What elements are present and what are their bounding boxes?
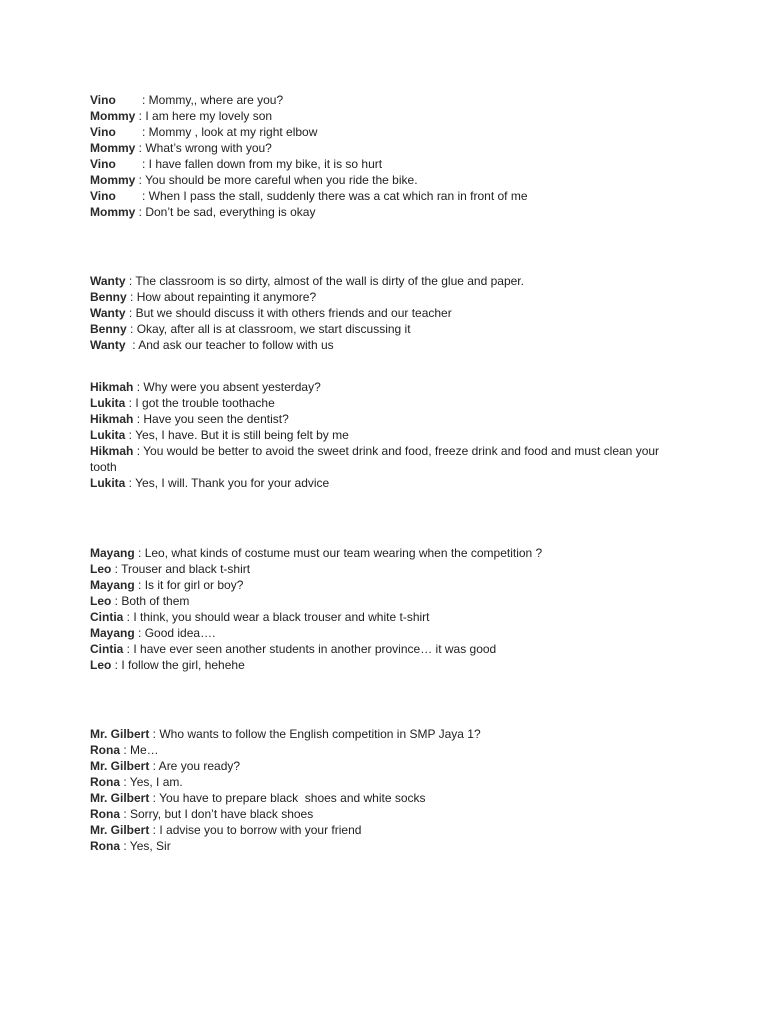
dialog-line <box>90 305 680 321</box>
dialog-line <box>90 188 680 204</box>
utterance-text: : I got the trouble toothache <box>125 396 275 410</box>
utterance-text: : And ask our teacher to follow with us <box>125 338 334 352</box>
speaker-name: Benny <box>90 290 127 304</box>
speaker-name: Wanty <box>90 274 126 288</box>
dialog-line <box>90 427 680 443</box>
dialog-line <box>90 822 680 838</box>
utterance-text: : Yes, I will. Thank you for your advice <box>125 476 330 490</box>
speaker-name: Mr. Gilbert <box>90 759 150 773</box>
utterance-text: : You would be better to avoid the sweet drink and food, freeze drink and food and must clean your tooth <box>90 444 660 474</box>
utterance-text: : Trouser and black t-shirt <box>111 562 251 576</box>
speaker-name: Rona <box>90 775 120 789</box>
dialog-line <box>90 92 680 108</box>
utterance-text: : You have to prepare black shoes and white socks <box>149 791 426 805</box>
speaker-name: Vino <box>90 125 116 139</box>
utterance-text: : Me… <box>120 743 159 757</box>
dialog-english-competition <box>90 726 680 854</box>
dialog-line <box>90 395 680 411</box>
speaker-name: Vino <box>90 189 116 203</box>
speaker-name: Vino <box>90 157 116 171</box>
utterance-text: : Have you seen the dentist? <box>133 412 289 426</box>
utterance-text: : The classroom is so dirty, almost of the wall is dirty of the glue and paper. <box>125 274 524 288</box>
speaker-name: Rona <box>90 807 120 821</box>
dialog-line <box>90 108 680 124</box>
dialog-line <box>90 609 680 625</box>
speaker-name: Wanty <box>90 306 126 320</box>
speaker-name: Lukita <box>90 428 126 442</box>
dialog-line <box>90 838 680 854</box>
utterance-text: : Mommy,, where are you? <box>142 93 284 107</box>
dialog-line <box>90 790 680 806</box>
dialog-line <box>90 577 680 593</box>
dialog-line <box>90 475 680 491</box>
dialog-line <box>90 758 680 774</box>
dialog-line <box>90 337 680 353</box>
dialog-line <box>90 273 680 289</box>
speaker-name: Leo <box>90 658 112 672</box>
utterance-text: : Who wants to follow the English competition in SMP Jaya 1? <box>149 727 481 741</box>
utterance-text: : I am here my lovely son <box>135 109 273 123</box>
dialog-vino-mommy <box>90 92 680 220</box>
dialog-classroom <box>90 273 680 353</box>
dialog-line <box>90 411 680 427</box>
utterance-text: : How about repainting it anymore? <box>126 290 317 304</box>
dialog-line <box>90 379 680 395</box>
dialog-line <box>90 124 680 140</box>
dialog-line <box>90 806 680 822</box>
dialog-line <box>90 156 680 172</box>
speaker-name: Rona <box>90 839 120 853</box>
dialog-line <box>90 742 680 758</box>
utterance-text: : I have ever seen another students in another province… it was good <box>123 642 497 656</box>
dialog-line <box>90 140 680 156</box>
speaker-name: Lukita <box>90 476 126 490</box>
dialog-line <box>90 625 680 641</box>
utterance-text: : But we should discuss it with others friends and our teacher <box>125 306 452 320</box>
dialog-line <box>90 172 680 188</box>
utterance-text: : You should be more careful when you ride the bike. <box>135 173 418 187</box>
utterance-text: : Are you ready? <box>149 759 241 773</box>
utterance-text: : Mommy , look at my right elbow <box>142 125 318 139</box>
utterance-text: : I have fallen down from my bike, it is so hurt <box>142 157 383 171</box>
speaker-name: Mommy <box>90 141 136 155</box>
speaker-name: Mayang <box>90 578 135 592</box>
utterance-text: : When I pass the stall, suddenly there was a cat which ran in front of me <box>142 189 528 203</box>
dialog-line <box>90 289 680 305</box>
dialog-line <box>90 657 680 673</box>
dialog-line <box>90 774 680 790</box>
utterance-text: : Yes, Sir <box>120 839 171 853</box>
speaker-name: Hikmah <box>90 444 134 458</box>
speaker-name: Mommy <box>90 173 136 187</box>
speaker-name: Mommy <box>90 205 136 219</box>
dialog-line <box>90 641 680 657</box>
dialog-line <box>90 204 680 220</box>
speaker-name: Leo <box>90 594 112 608</box>
utterance-text: : I think, you should wear a black trouser and white t-shirt <box>123 610 430 624</box>
speaker-name: Mr. Gilbert <box>90 823 150 837</box>
utterance-text: : Leo, what kinds of costume must our team wearing when the competition ? <box>134 546 543 560</box>
dialog-costume <box>90 545 680 673</box>
speaker-name: Mayang <box>90 626 135 640</box>
dialog-line <box>90 561 680 577</box>
speaker-name: Mayang <box>90 546 135 560</box>
speaker-name: Hikmah <box>90 412 134 426</box>
speaker-name: Vino <box>90 93 116 107</box>
utterance-text: : Yes, I am. <box>120 775 183 789</box>
speaker-name: Cintia <box>90 642 124 656</box>
utterance-text: : What’s wrong with you? <box>135 141 272 155</box>
dialog-line <box>90 726 680 742</box>
utterance-text: : I follow the girl, hehehe <box>111 658 245 672</box>
utterance-text: : Both of them <box>111 594 190 608</box>
speaker-name: Mr. Gilbert <box>90 727 150 741</box>
utterance-text: : Yes, I have. But it is still being felt by me <box>125 428 349 442</box>
speaker-name: Lukita <box>90 396 126 410</box>
speaker-name: Leo <box>90 562 112 576</box>
speaker-name: Mommy <box>90 109 136 123</box>
dialog-line <box>90 545 680 561</box>
speaker-name: Rona <box>90 743 120 757</box>
dialog-line <box>90 321 680 337</box>
speaker-name: Benny <box>90 322 127 336</box>
speaker-name: Cintia <box>90 610 124 624</box>
utterance-text: : Sorry, but I don’t have black shoes <box>120 807 314 821</box>
utterance-text: : Is it for girl or boy? <box>134 578 244 592</box>
dialog-line <box>90 593 680 609</box>
dialog-line <box>90 443 670 475</box>
utterance-text: : Don’t be sad, everything is okay <box>135 205 316 219</box>
utterance-text: : Why were you absent yesterday? <box>133 380 321 394</box>
utterance-text: : I advise you to borrow with your friend <box>149 823 362 837</box>
dialog-toothache <box>90 379 680 491</box>
utterance-text: : Good idea…. <box>134 626 216 640</box>
speaker-name: Mr. Gilbert <box>90 791 150 805</box>
speaker-name: Wanty <box>90 338 126 352</box>
speaker-name: Hikmah <box>90 380 134 394</box>
utterance-text: : Okay, after all is at classroom, we start discussing it <box>126 322 411 336</box>
